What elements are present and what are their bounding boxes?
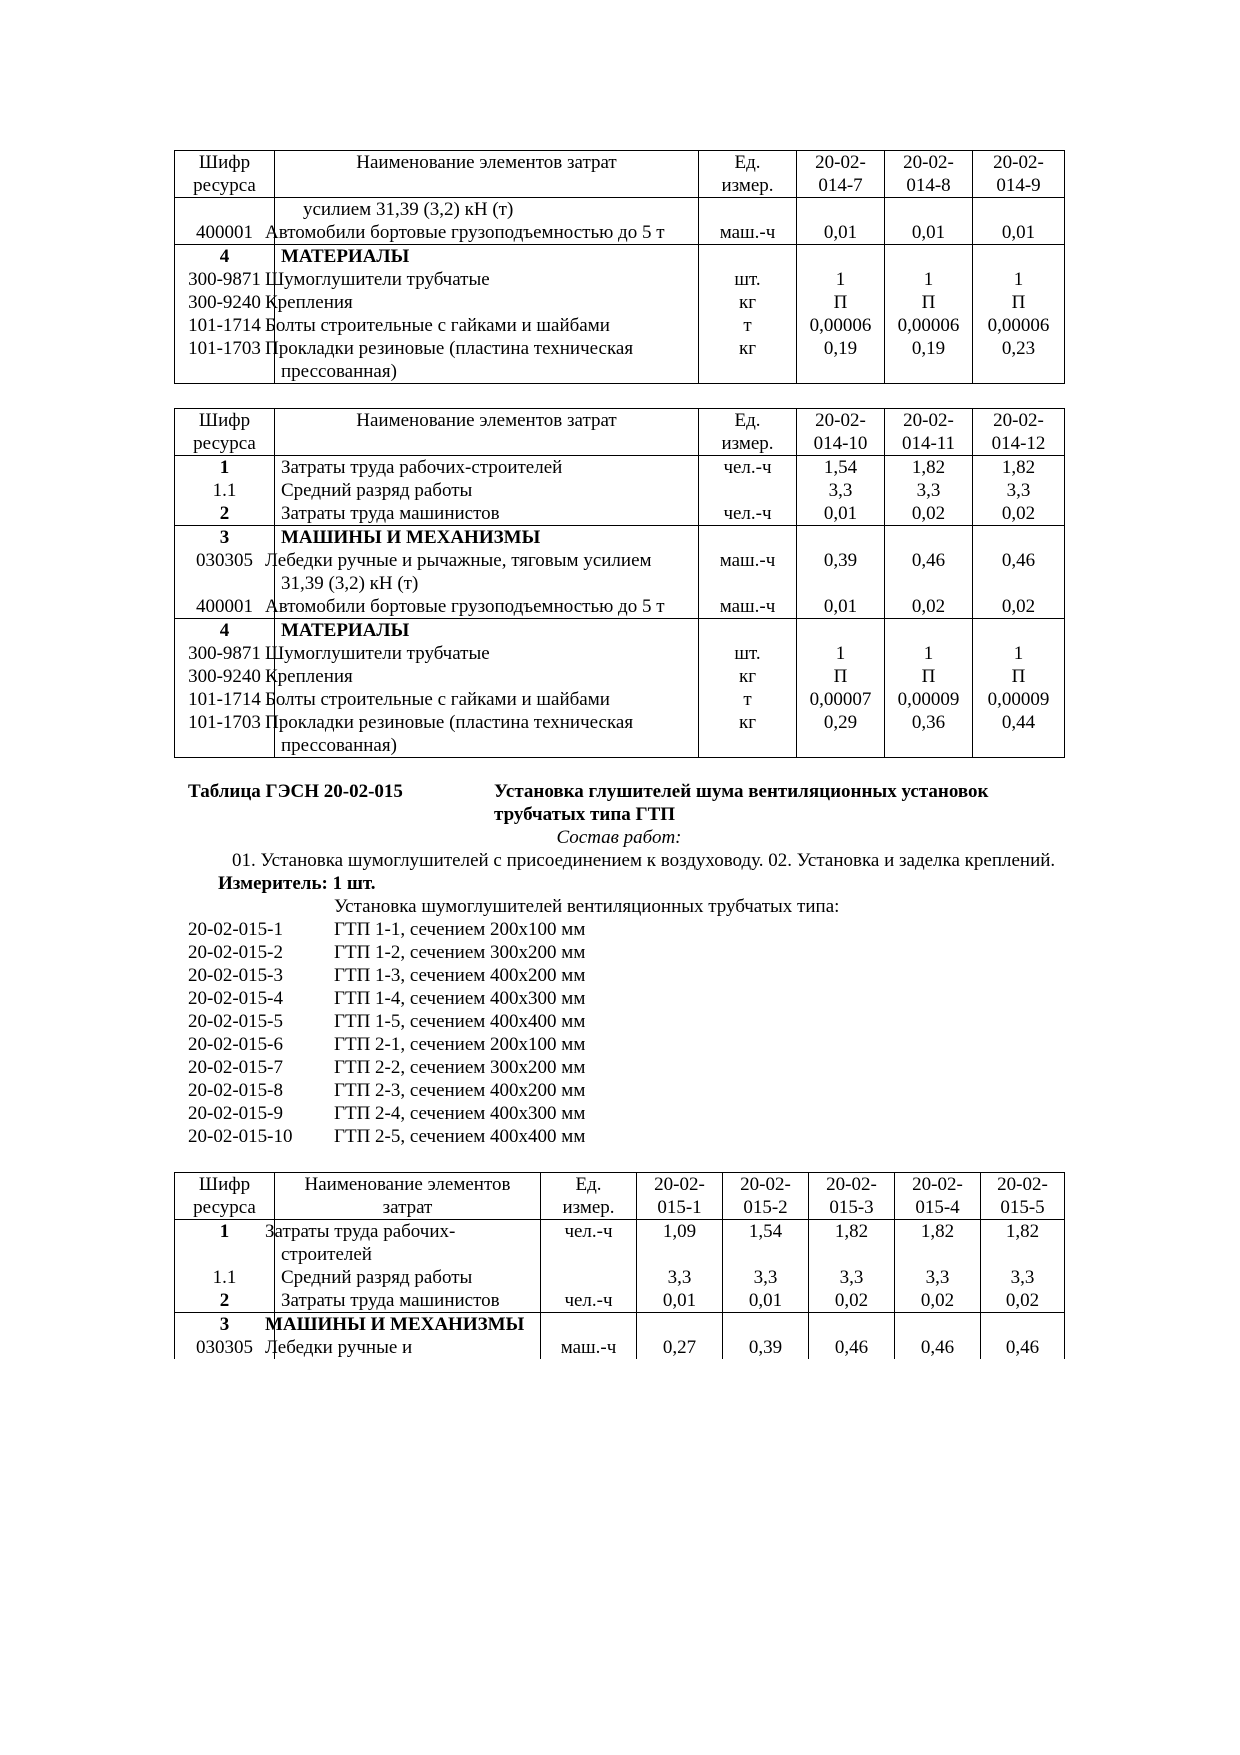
list-item: 20-02-015-1 ГТП 1-1, сечением 200х100 мм bbox=[188, 919, 586, 940]
resource-value: П bbox=[885, 291, 973, 314]
section-title: МАШИНЫ И МЕХАНИЗМЫ bbox=[275, 1313, 541, 1337]
resource-code: 101-1714 bbox=[175, 688, 275, 711]
header-col: 20-02- 014-11 bbox=[885, 409, 973, 456]
items-list bbox=[174, 918, 1064, 1148]
resource-table-015-1-5 bbox=[174, 1172, 1065, 1359]
resource-name: Крепления bbox=[275, 665, 699, 688]
resource-value: 0,23 bbox=[973, 337, 1065, 384]
resource-value: 3,3 bbox=[973, 479, 1065, 502]
resource-name: Лебедки ручные и рычажные, тяговым усилием 31,39 (3,2) кН (т) bbox=[275, 549, 699, 595]
resource-value: 3,3 bbox=[885, 479, 973, 502]
resource-value: 3,3 bbox=[637, 1266, 723, 1289]
table-row bbox=[175, 1266, 1065, 1289]
resource-unit: т bbox=[699, 314, 797, 337]
section-title: МАШИНЫ И МЕХАНИЗМЫ bbox=[275, 526, 699, 550]
header-col: 20-02- 014-7 bbox=[797, 151, 885, 198]
section-row bbox=[175, 1313, 1065, 1337]
table-header-row bbox=[175, 409, 1065, 456]
table-row bbox=[175, 642, 1065, 665]
resource-value: 0,00006 bbox=[797, 314, 885, 337]
table-header-row bbox=[175, 151, 1065, 198]
resource-unit: чел.-ч bbox=[541, 1220, 637, 1267]
resource-code: 400001 bbox=[175, 221, 275, 245]
table-row bbox=[175, 337, 1065, 384]
resource-unit: маш.-ч bbox=[699, 221, 797, 245]
resource-unit bbox=[541, 1266, 637, 1289]
resource-code: 300-9240 bbox=[175, 291, 275, 314]
table-row bbox=[175, 1220, 1065, 1267]
resource-value: 0,02 bbox=[895, 1289, 981, 1313]
header-name: Наименование элементов затрат bbox=[275, 1173, 541, 1220]
list-item: 20-02-015-5 ГТП 1-5, сечением 400х400 мм bbox=[188, 1011, 586, 1032]
resource-code: 1 bbox=[175, 456, 275, 480]
resource-unit: чел.-ч bbox=[541, 1289, 637, 1313]
resource-value: 0,02 bbox=[809, 1289, 895, 1313]
resource-value: 3,3 bbox=[981, 1266, 1065, 1289]
resource-value: 1,09 bbox=[637, 1220, 723, 1267]
resource-code: 030305 bbox=[175, 1336, 275, 1359]
resource-value: 1 bbox=[797, 268, 885, 291]
resource-unit: кг bbox=[699, 665, 797, 688]
section-number: 3 bbox=[175, 526, 275, 550]
table-row bbox=[175, 479, 1065, 502]
header-code: Шифр ресурса bbox=[175, 1173, 275, 1220]
resource-value: 0,02 bbox=[973, 502, 1065, 526]
resource-name: Средний разряд работы bbox=[275, 1266, 541, 1289]
table-row bbox=[175, 595, 1065, 619]
list-item: 20-02-015-9 ГТП 2-4, сечением 400х300 мм bbox=[188, 1103, 586, 1124]
resource-value: 0,46 bbox=[885, 549, 973, 595]
section-row bbox=[175, 619, 1065, 643]
table-row bbox=[175, 456, 1065, 480]
list-item: 20-02-015-7 ГТП 2-2, сечением 300х200 мм bbox=[188, 1057, 586, 1078]
header-code: Шифр ресурса bbox=[175, 409, 275, 456]
table-row bbox=[175, 502, 1065, 526]
header-col: 20-02- 014-12 bbox=[973, 409, 1065, 456]
resource-name: Автомобили бортовые грузоподъемностью до 5 т bbox=[275, 595, 699, 619]
resource-value: 0,27 bbox=[637, 1336, 723, 1359]
section-title: МАТЕРИАЛЫ bbox=[275, 245, 699, 269]
table-row bbox=[175, 268, 1065, 291]
resource-value: 0,01 bbox=[797, 502, 885, 526]
resource-unit: маш.-ч bbox=[541, 1336, 637, 1359]
resource-value: П bbox=[797, 291, 885, 314]
resource-value: 0,01 bbox=[637, 1289, 723, 1313]
resource-value: 0,39 bbox=[797, 549, 885, 595]
resource-value: 0,01 bbox=[973, 221, 1065, 245]
section-title: МАТЕРИАЛЫ bbox=[275, 619, 699, 643]
header-unit: Ед. измер. bbox=[699, 409, 797, 456]
resource-value: 0,19 bbox=[797, 337, 885, 384]
resource-value: 3,3 bbox=[797, 479, 885, 502]
resource-unit: кг bbox=[699, 337, 797, 384]
resource-value: 0,36 bbox=[885, 711, 973, 758]
resource-value: 1,82 bbox=[809, 1220, 895, 1267]
header-col: 20-02- 014-9 bbox=[973, 151, 1065, 198]
resource-code: 300-9240 bbox=[175, 665, 275, 688]
resource-table-014-7-9 bbox=[174, 150, 1065, 384]
resource-unit: шт. bbox=[699, 642, 797, 665]
resource-value: 1 bbox=[973, 268, 1065, 291]
resource-value: 0,01 bbox=[797, 595, 885, 619]
resource-value: 0,00007 bbox=[797, 688, 885, 711]
section-row bbox=[175, 245, 1065, 269]
list-item: 20-02-015-10 ГТП 2-5, сечением 400х400 мм bbox=[188, 1126, 586, 1147]
resource-value: 3,3 bbox=[809, 1266, 895, 1289]
resource-value: 0,00006 bbox=[973, 314, 1065, 337]
resource-name: Болты строительные с гайками и шайбами bbox=[275, 688, 699, 711]
resource-name: Шумоглушители трубчатые bbox=[275, 268, 699, 291]
resource-value: 1,54 bbox=[797, 456, 885, 480]
resource-value: П bbox=[797, 665, 885, 688]
resource-name: Автомобили бортовые грузоподъемностью до 5 т bbox=[275, 221, 699, 245]
resource-unit: шт. bbox=[699, 268, 797, 291]
resource-value: 0,02 bbox=[973, 595, 1065, 619]
header-col: 20-02- 015-3 bbox=[809, 1173, 895, 1220]
resource-code: 300-9871 bbox=[175, 642, 275, 665]
resource-name: Крепления bbox=[275, 291, 699, 314]
table-row bbox=[175, 1289, 1065, 1313]
header-col: 20-02- 015-2 bbox=[723, 1173, 809, 1220]
resource-value: 0,46 bbox=[973, 549, 1065, 595]
resource-name: Прокладки резиновые (пластина техническая прессованная) bbox=[275, 337, 699, 384]
resource-code: 030305 bbox=[175, 549, 275, 595]
meter-text: Измеритель: 1 шт. bbox=[218, 873, 376, 894]
composition-label: Состав работ: bbox=[556, 827, 682, 848]
composition-text: 01. Установка шумоглушителей с присоединением к воздуховоду. 02. Установка и заделка креплений. bbox=[232, 850, 1056, 871]
resource-value: П bbox=[973, 291, 1065, 314]
resource-code: 1.1 bbox=[175, 479, 275, 502]
table-row bbox=[175, 688, 1065, 711]
resource-unit: кг bbox=[699, 711, 797, 758]
header-unit: Ед. измер. bbox=[541, 1173, 637, 1220]
list-item: 20-02-015-8 ГТП 2-3, сечением 400х200 мм bbox=[188, 1080, 586, 1101]
resource-code: 101-1703 bbox=[175, 711, 275, 758]
resource-value: 1,82 bbox=[885, 456, 973, 480]
resource-table-014-10-12 bbox=[174, 408, 1065, 758]
list-item: 20-02-015-4 ГТП 1-4, сечением 400х300 мм bbox=[188, 988, 586, 1009]
table-caption bbox=[174, 780, 1064, 826]
table-row bbox=[175, 221, 1065, 245]
resource-value: 1 bbox=[885, 268, 973, 291]
table-row bbox=[175, 711, 1065, 758]
resource-code: 300-9871 bbox=[175, 268, 275, 291]
continued-name: усилием 31,39 (3,2) кН (т) bbox=[275, 198, 699, 222]
resource-value: 3,3 bbox=[895, 1266, 981, 1289]
header-col: 20-02- 015-1 bbox=[637, 1173, 723, 1220]
document-page bbox=[174, 150, 1064, 1359]
table-header-row bbox=[175, 1173, 1065, 1220]
resource-value: 0,01 bbox=[723, 1289, 809, 1313]
resource-value: 0,01 bbox=[797, 221, 885, 245]
table-row bbox=[175, 665, 1065, 688]
resource-value: 1 bbox=[885, 642, 973, 665]
table-row bbox=[175, 549, 1065, 595]
resource-value: 1 bbox=[973, 642, 1065, 665]
table-label: Таблица ГЭСН 20-02-015 bbox=[188, 781, 403, 802]
header-unit: Ед. измер. bbox=[699, 151, 797, 198]
resource-unit: маш.-ч bbox=[699, 549, 797, 595]
header-col: 20-02- 015-5 bbox=[981, 1173, 1065, 1220]
header-col: 20-02- 014-10 bbox=[797, 409, 885, 456]
resource-code: 101-1714 bbox=[175, 314, 275, 337]
resource-value: П bbox=[885, 665, 973, 688]
resource-value: 0,00006 bbox=[885, 314, 973, 337]
resource-unit: чел.-ч bbox=[699, 502, 797, 526]
resource-value: 0,29 bbox=[797, 711, 885, 758]
resource-name: Затраты труда рабочих-строителей bbox=[275, 1220, 541, 1267]
resource-value: 1,82 bbox=[981, 1220, 1065, 1267]
section-number: 4 bbox=[175, 619, 275, 643]
table-title: Установка глушителей шума вентиляционных установок трубчатых типа ГТП bbox=[494, 781, 989, 825]
header-col: 20-02- 015-4 bbox=[895, 1173, 981, 1220]
resource-unit: кг bbox=[699, 291, 797, 314]
resource-code: 1 bbox=[175, 1220, 275, 1267]
section-row bbox=[175, 526, 1065, 550]
resource-code: 2 bbox=[175, 1289, 275, 1313]
resource-value: 1 bbox=[797, 642, 885, 665]
header-name: Наименование элементов затрат bbox=[275, 409, 699, 456]
resource-code: 1.1 bbox=[175, 1266, 275, 1289]
header-name: Наименование элементов затрат bbox=[275, 151, 699, 198]
table-row bbox=[175, 1336, 1065, 1359]
resource-value: 0,02 bbox=[981, 1289, 1065, 1313]
resource-value: 0,46 bbox=[895, 1336, 981, 1359]
table-row bbox=[175, 198, 1065, 222]
resource-code: 2 bbox=[175, 502, 275, 526]
section-number: 4 bbox=[175, 245, 275, 269]
resource-value: П bbox=[973, 665, 1065, 688]
resource-name: Болты строительные с гайками и шайбами bbox=[275, 314, 699, 337]
resource-code: 400001 bbox=[175, 595, 275, 619]
resource-value: 0,46 bbox=[981, 1336, 1065, 1359]
resource-unit: чел.-ч bbox=[699, 456, 797, 480]
header-col: 20-02- 014-8 bbox=[885, 151, 973, 198]
resource-value: 0,44 bbox=[973, 711, 1065, 758]
resource-value: 1,82 bbox=[895, 1220, 981, 1267]
resource-value: 0,39 bbox=[723, 1336, 809, 1359]
header-code: Шифр ресурса bbox=[175, 151, 275, 198]
list-item: 20-02-015-3 ГТП 1-3, сечением 400х200 мм bbox=[188, 965, 586, 986]
resource-value: 3,3 bbox=[723, 1266, 809, 1289]
resource-name: Затраты труда машинистов bbox=[275, 1289, 541, 1313]
resource-name: Средний разряд работы bbox=[275, 479, 699, 502]
resource-unit bbox=[699, 479, 797, 502]
resource-value: 0,46 bbox=[809, 1336, 895, 1359]
resource-name: Лебедки ручные и bbox=[275, 1336, 541, 1359]
resource-unit: т bbox=[699, 688, 797, 711]
list-item: 20-02-015-2 ГТП 1-2, сечением 300х200 мм bbox=[188, 942, 586, 963]
list-item: 20-02-015-6 ГТП 2-1, сечением 200х100 мм bbox=[188, 1034, 586, 1055]
resource-value: 0,00009 bbox=[885, 688, 973, 711]
section-number: 3 bbox=[175, 1313, 275, 1337]
table-row bbox=[175, 314, 1065, 337]
resource-value: 0,19 bbox=[885, 337, 973, 384]
resource-code: 101-1703 bbox=[175, 337, 275, 384]
resource-value: 0,02 bbox=[885, 595, 973, 619]
table-row bbox=[175, 291, 1065, 314]
resource-value: 0,00009 bbox=[973, 688, 1065, 711]
resource-unit: маш.-ч bbox=[699, 595, 797, 619]
items-subheading: Установка шумоглушителей вентиляционных трубчатых типа: bbox=[334, 896, 840, 917]
resource-name: Затраты труда рабочих-строителей bbox=[275, 456, 699, 480]
resource-value: 0,01 bbox=[885, 221, 973, 245]
resource-value: 1,54 bbox=[723, 1220, 809, 1267]
resource-name: Шумоглушители трубчатые bbox=[275, 642, 699, 665]
resource-value: 1,82 bbox=[973, 456, 1065, 480]
resource-value: 0,02 bbox=[885, 502, 973, 526]
resource-name: Затраты труда машинистов bbox=[275, 502, 699, 526]
resource-name: Прокладки резиновые (пластина техническая прессованная) bbox=[275, 711, 699, 758]
